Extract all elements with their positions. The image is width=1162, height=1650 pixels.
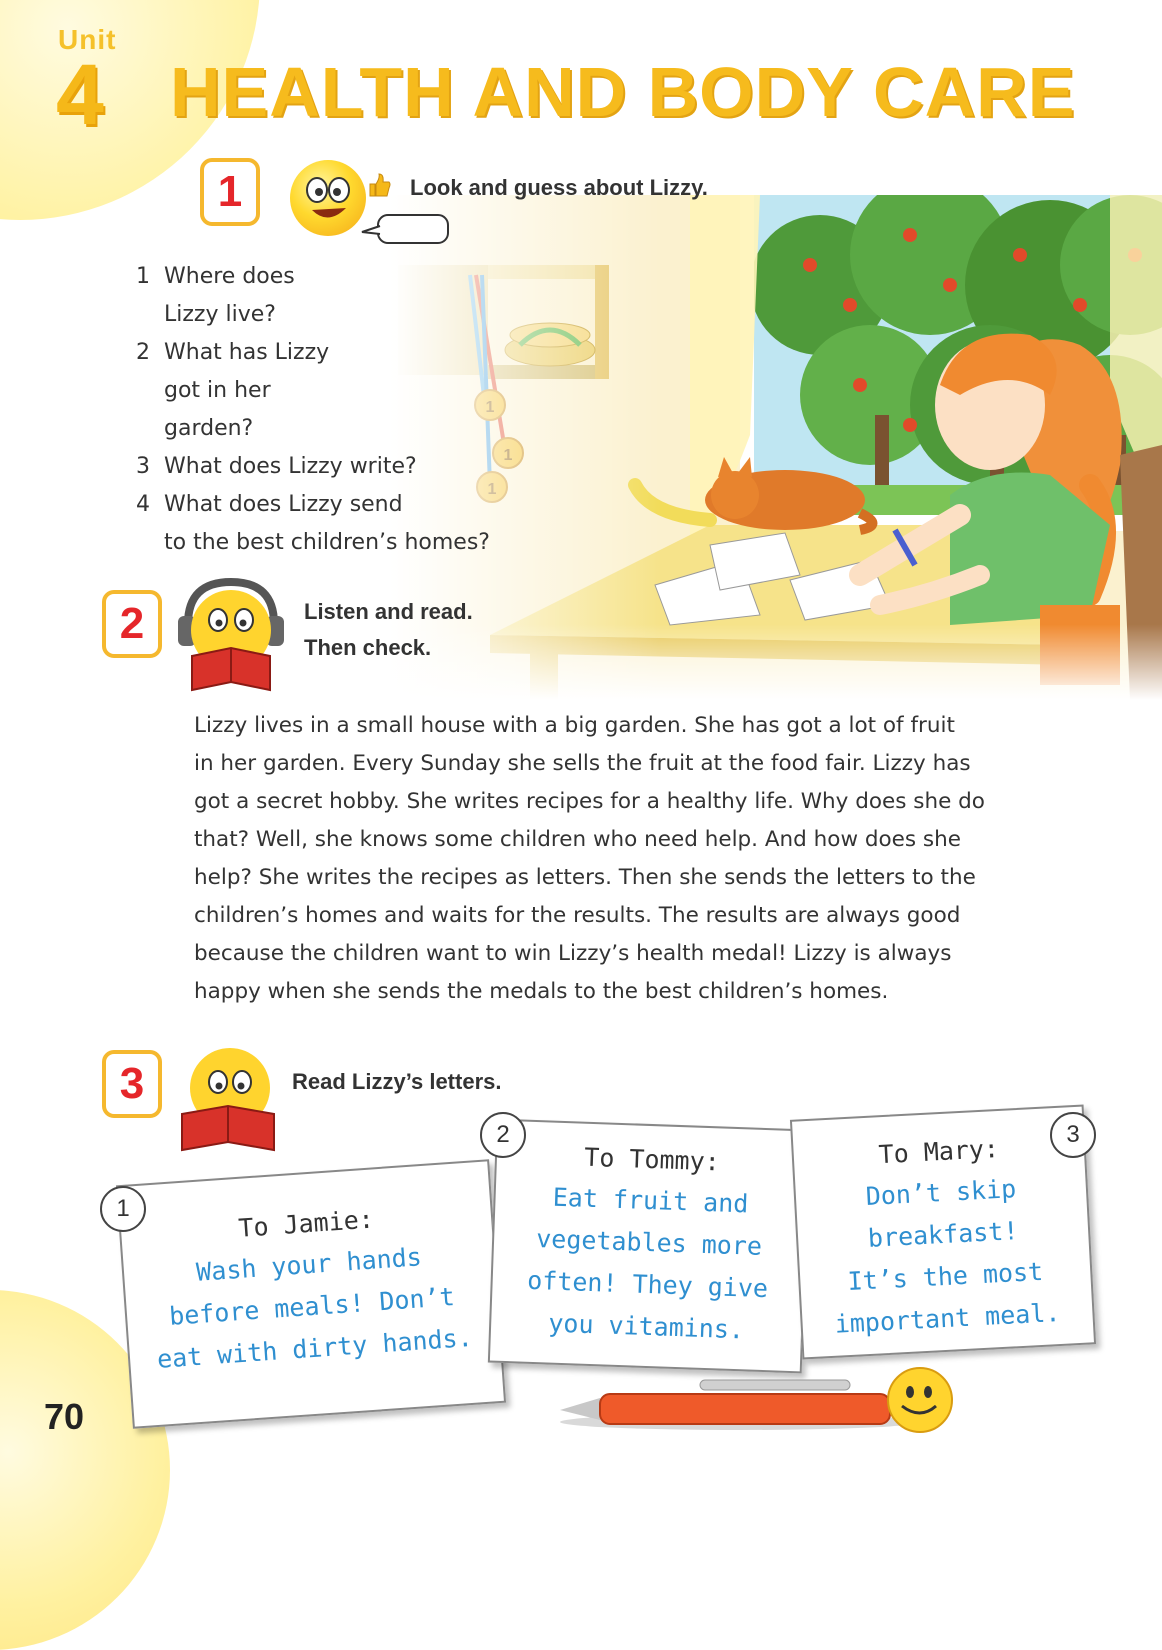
question-number: 4 xyxy=(136,492,150,517)
instruction-line: Listen and read. xyxy=(304,599,473,624)
exercise2-instruction xyxy=(304,594,473,666)
exercise3-instruction: Read Lizzy’s letters. xyxy=(292,1069,502,1094)
letter-message-line: important meal. xyxy=(834,1297,1062,1339)
story-line: happy when she sends the medals to the best children’s homes. xyxy=(194,979,889,1004)
letter-card-tommy xyxy=(488,1119,810,1374)
letter-recipient: To Tommy: xyxy=(583,1142,721,1177)
story-line: in her garden. Every Sunday she sells the fruit at the food fair. Lizzy has xyxy=(194,751,971,776)
speech-bubble-icon xyxy=(360,212,452,246)
question-text: What does Lizzy send xyxy=(164,492,403,517)
letter-message-line: before meals! Don’t xyxy=(168,1282,456,1331)
letter-card-mary xyxy=(790,1104,1096,1359)
letter-recipient: To Jamie: xyxy=(237,1204,375,1243)
page-number: 70 xyxy=(44,1396,85,1437)
unit-number: 4 xyxy=(56,47,104,143)
question-number: 2 xyxy=(136,340,150,365)
story-line: children’s homes and waits for the results. The results are always good xyxy=(194,903,961,928)
question-list xyxy=(136,258,564,562)
unit-label: Unit xyxy=(58,24,117,55)
question-text: What has Lizzy xyxy=(164,340,330,365)
exercise-number-2: 2 xyxy=(102,590,162,658)
letter-message-line: Eat fruit and xyxy=(552,1182,749,1219)
question-number: 1 xyxy=(136,264,150,289)
page-title: HEALTH AND BODY CARE xyxy=(170,53,1076,131)
question-text: Where does xyxy=(164,264,295,289)
thumbs-up-icon xyxy=(366,172,392,198)
letter-number-2: 2 xyxy=(480,1112,526,1158)
question-text: to the best children’s homes? xyxy=(164,530,490,555)
instruction-line: Then check. xyxy=(304,635,432,660)
question-item xyxy=(136,486,564,562)
question-text: garden? xyxy=(164,416,254,441)
story-text xyxy=(194,707,1074,1011)
story-line: got a secret hobby. She writes recipes for a healthy life. Why does she do xyxy=(194,789,985,814)
letter-message-line: you vitamins. xyxy=(547,1308,745,1345)
letter-message-line: Wash your hands xyxy=(195,1242,423,1287)
exercise1-instruction: Look and guess about Lizzy. xyxy=(410,175,708,200)
letter-message-line: It’s the most xyxy=(846,1256,1044,1297)
question-text: Lizzy live? xyxy=(164,302,276,327)
pen-smiley-icon xyxy=(540,1350,980,1440)
smiley-reading-icon xyxy=(176,1046,280,1152)
exercise-number-1: 1 xyxy=(200,158,260,226)
exercise-number-3: 3 xyxy=(102,1050,162,1118)
smiley-pointing-icon xyxy=(290,160,366,236)
question-number: 3 xyxy=(136,454,150,479)
question-text: got in her xyxy=(164,378,271,403)
story-line: that? Well, she knows some children who need help. And how does she xyxy=(194,827,961,852)
letter-message-line: eat with dirty hands. xyxy=(156,1322,474,1374)
story-line: because the children want to win Lizzy’s health medal! Lizzy is always xyxy=(194,941,952,966)
question-item xyxy=(136,258,564,334)
letter-message-line: Don’t skip xyxy=(865,1174,1017,1211)
letter-number-1: 1 xyxy=(100,1186,146,1232)
letter-card-jamie xyxy=(116,1159,506,1428)
question-item xyxy=(136,334,564,448)
letter-number-3: 3 xyxy=(1050,1112,1096,1158)
letter-message-line: often! They give xyxy=(526,1265,769,1304)
story-line: Lizzy lives in a small house with a big garden. She has got a lot of fruit xyxy=(194,713,955,738)
question-item xyxy=(136,448,564,486)
smiley-reading-headphones-icon xyxy=(172,578,290,692)
question-text: What does Lizzy write? xyxy=(164,454,417,479)
letter-message-line: vegetables more xyxy=(535,1224,763,1261)
story-line: help? She writes the recipes as letters. Then she sends the letters to the xyxy=(194,865,976,890)
letter-message-line: breakfast! xyxy=(867,1216,1020,1253)
letter-recipient: To Mary: xyxy=(877,1133,1000,1170)
